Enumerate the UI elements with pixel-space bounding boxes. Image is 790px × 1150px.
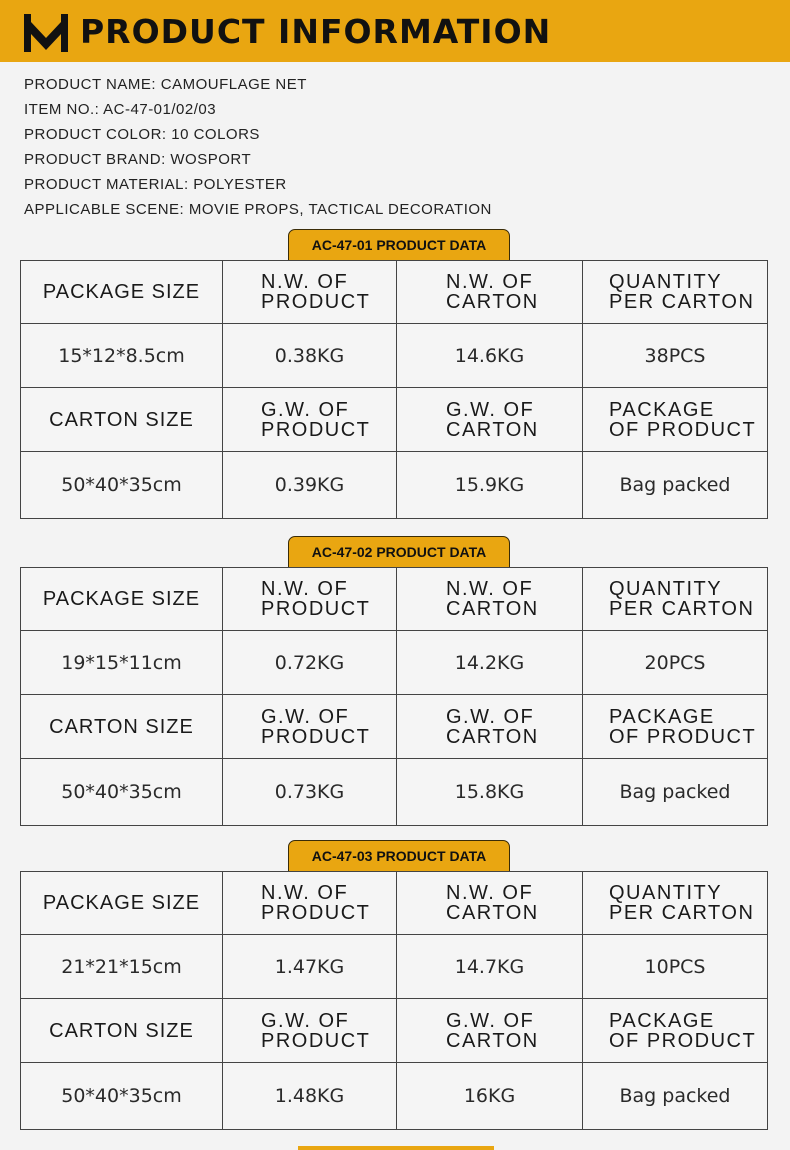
info-product-brand: PRODUCT BRAND: WOSPORT (24, 151, 252, 168)
header-package-size: PACKAGE SIZE (21, 872, 223, 934)
product-info-list (24, 72, 492, 222)
table-header-row (21, 999, 767, 1063)
value-gw-product: 1.48KG (223, 1063, 397, 1129)
value-carton-size: 50*40*35cm (21, 759, 223, 825)
header-qty-per-carton: QUANTITY PER CARTON (609, 578, 755, 620)
header-package-of-product: PACKAGE OF PRODUCT (609, 705, 757, 748)
header-gw-product: G.W. OF PRODUCT (223, 695, 397, 758)
value-carton-size: 50*40*35cm (21, 452, 223, 518)
header-carton-size: CARTON SIZE (21, 388, 223, 451)
header-carton-size: CARTON SIZE (21, 999, 223, 1062)
header-gw-carton: G.W. OF CARTON (397, 388, 583, 451)
header-nw-carton: N.W. OF CARTON (397, 261, 583, 323)
value-gw-carton: 15.8KG (397, 759, 583, 825)
value-carton-size: 50*40*35cm (21, 1063, 223, 1129)
table-row (21, 452, 767, 518)
header-gw-carton: G.W. OF CARTON (397, 999, 583, 1062)
value-qty-per-carton: 20PCS (644, 651, 706, 674)
info-product-material: PRODUCT MATERIAL: POLYESTER (24, 176, 287, 193)
header-gw-carton: G.W. OF CARTON (397, 695, 583, 758)
value-nw-carton: 14.7KG (397, 935, 583, 998)
header-gw-product: G.W. OF PRODUCT (223, 388, 397, 451)
value-package-size: 15*12*8.5cm (21, 324, 223, 387)
header-nw-product: N.W. OF PRODUCT (223, 261, 397, 323)
value-package-of-product: Bag packed (619, 1085, 731, 1107)
table-header-row (21, 872, 767, 935)
value-gw-carton: 15.9KG (397, 452, 583, 518)
header-nw-carton: N.W. OF CARTON (397, 872, 583, 934)
value-nw-carton: 14.6KG (397, 324, 583, 387)
header-bar (0, 0, 790, 62)
header-nw-product: N.W. OF PRODUCT (223, 568, 397, 630)
value-qty-per-carton: 10PCS (644, 955, 706, 978)
header-qty-per-carton: QUANTITY PER CARTON (609, 882, 755, 924)
table-row (21, 759, 767, 825)
table-header-row (21, 261, 767, 324)
value-package-size: 19*15*11cm (21, 631, 223, 694)
value-gw-carton: 16KG (397, 1063, 583, 1129)
value-gw-product: 0.73KG (223, 759, 397, 825)
value-nw-carton: 14.2KG (397, 631, 583, 694)
value-nw-product: 1.47KG (223, 935, 397, 998)
product-data-table (20, 260, 768, 519)
value-nw-product: 0.72KG (223, 631, 397, 694)
header-package-size: PACKAGE SIZE (21, 261, 223, 323)
value-gw-product: 0.39KG (223, 452, 397, 518)
header-gw-product: G.W. OF PRODUCT (223, 999, 397, 1062)
table-row (21, 935, 767, 999)
info-product-name: PRODUCT NAME: CAMOUFLAGE NET (24, 76, 307, 93)
table-row (21, 324, 767, 388)
header-carton-size: CARTON SIZE (21, 695, 223, 758)
section-badge: AC-47-01 PRODUCT DATA (288, 229, 510, 261)
table-row (21, 631, 767, 695)
header-qty-per-carton: QUANTITY PER CARTON (609, 271, 755, 313)
info-item-no: ITEM NO.: AC-47-01/02/03 (24, 101, 217, 118)
info-product-color: PRODUCT COLOR: 10 COLORS (24, 126, 260, 143)
value-package-of-product: Bag packed (619, 781, 731, 803)
section-badge: AC-47-03 PRODUCT DATA (288, 840, 510, 872)
value-qty-per-carton: 38PCS (644, 344, 706, 367)
product-data-table (20, 871, 768, 1130)
page-title: PRODUCT INFORMATION (80, 12, 552, 51)
table-row (21, 1063, 767, 1129)
table-header-row (21, 388, 767, 452)
w-logo-icon (24, 14, 68, 52)
info-applicable-scene: APPLICABLE SCENE: MOVIE PROPS, TACTICAL DECORATION (24, 201, 492, 218)
header-package-size: PACKAGE SIZE (21, 568, 223, 630)
header-package-of-product: PACKAGE OF PRODUCT (609, 398, 757, 441)
value-package-size: 21*21*15cm (21, 935, 223, 998)
table-header-row (21, 568, 767, 631)
value-nw-product: 0.38KG (223, 324, 397, 387)
header-nw-carton: N.W. OF CARTON (397, 568, 583, 630)
section-badge: AC-47-02 PRODUCT DATA (288, 536, 510, 568)
header-package-of-product: PACKAGE OF PRODUCT (609, 1009, 757, 1052)
bottom-accent-bar (298, 1146, 494, 1150)
header-nw-product: N.W. OF PRODUCT (223, 872, 397, 934)
value-package-of-product: Bag packed (619, 474, 731, 496)
product-data-table (20, 567, 768, 826)
table-header-row (21, 695, 767, 759)
